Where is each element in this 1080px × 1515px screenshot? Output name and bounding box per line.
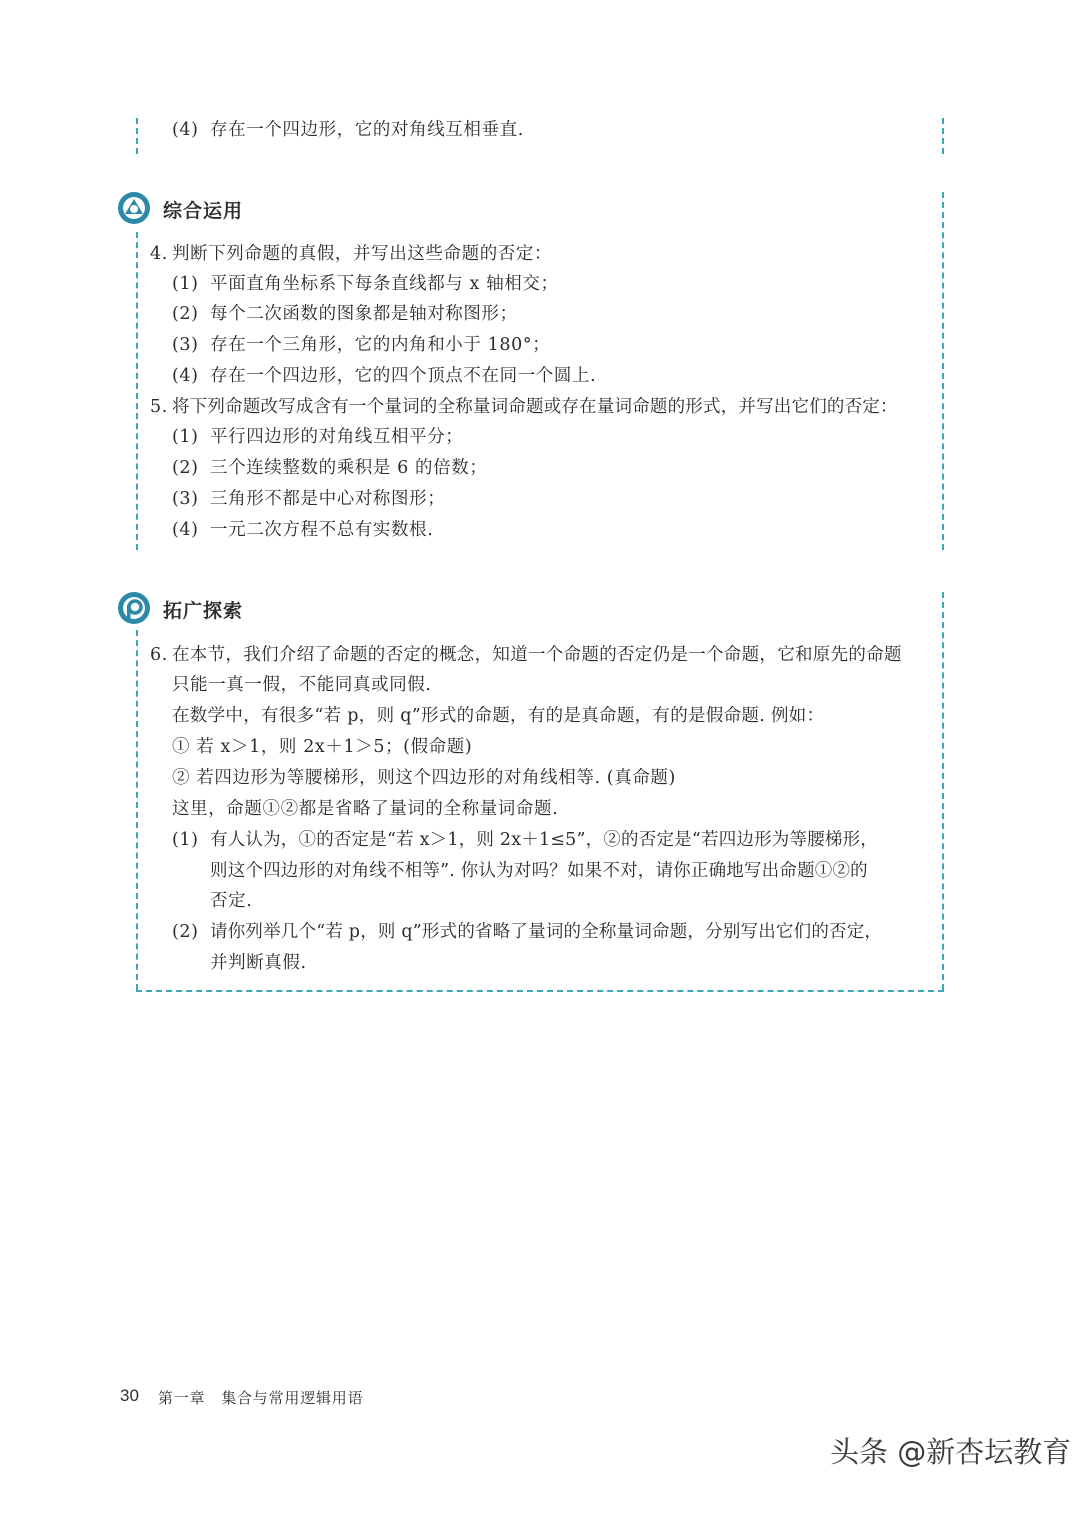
- watermark: 头条 @新杏坛教育: [830, 1435, 1072, 1469]
- section-title-integrated: 综合运用: [163, 200, 244, 222]
- q6-sub2-line-2: 并判断真假.: [210, 953, 307, 973]
- box-border-left-top: [136, 118, 138, 154]
- q6-sub2-number: (2): [172, 922, 199, 942]
- extended-exploration-icon: [117, 591, 151, 625]
- q5-item-number: (4): [172, 520, 199, 540]
- q4-item-text: 存在一个四边形，它的四个顶点不在同一个圆上.: [210, 366, 597, 386]
- q6-sub1-line-1: 有人认为，①的否定是“若 x＞1，则 2x＋1≤5”，②的否定是“若四边形为等腰梯形，: [210, 830, 879, 850]
- q4-item-text: 每个二次函数的图象都是轴对称图形；: [210, 304, 518, 324]
- q6-example-2: ② 若四边形为等腰梯形，则这个四边形的对角线相等. (真命题): [172, 768, 676, 788]
- q6-line-4: 这里，命题①②都是省略了量词的全称量词命题.: [172, 799, 559, 819]
- q4-item-text: 存在一个三角形，它的内角和小于 180°；: [210, 335, 551, 355]
- q5-item-number: (1): [172, 427, 199, 447]
- q5-item-text: 平行四边形的对角线互相平分；: [210, 427, 464, 447]
- q6-sub1-line-3: 否定.: [210, 891, 253, 911]
- q5-item-number: (3): [172, 489, 199, 509]
- box1-border-left: [136, 232, 138, 550]
- q6-line-2: 只能一真一假，不能同真或同假.: [172, 675, 432, 695]
- q5-item-text: 三个连续整数的乘积是 6 的倍数；: [210, 458, 488, 478]
- q6-sub1-number: (1): [172, 830, 199, 850]
- box-border-right-top: [942, 118, 944, 154]
- page-number: 30: [120, 1386, 139, 1405]
- section-title-exploration: 拓广探索: [163, 600, 244, 622]
- q5-stem: 将下列命题改写成含有一个量词的全称量词命题或存在量词命题的形式，并写出它们的否定：: [172, 397, 898, 417]
- q4-item-number: (3): [172, 335, 199, 355]
- q6-line-1: 在本节，我们介绍了命题的否定的概念，知道一个命题的否定仍是一个命题，它和原先的命题: [172, 645, 902, 665]
- q6-number: 6.: [150, 645, 168, 665]
- integrated-application-icon: [117, 191, 151, 225]
- q4-stem: 判断下列命题的真假，并写出这些命题的否定：: [172, 244, 553, 264]
- prev-item-text: 存在一个四边形，它的对角线互相垂直.: [210, 120, 524, 140]
- q5-item-text: 三角形不都是中心对称图形；: [210, 489, 446, 509]
- q6-line-3: 在数学中，有很多“若 p，则 q”形式的命题，有的是真命题，有的是假命题. 例如：: [172, 706, 825, 726]
- q4-number: 4.: [150, 244, 168, 264]
- box1-border-right: [942, 192, 944, 550]
- box2-border-left: [136, 630, 138, 990]
- q6-sub1-line-2: 则这个四边形的对角线不相等”. 你认为对吗？如果不对，请你正确地写出命题①②的: [210, 861, 868, 881]
- box2-border-right: [942, 592, 944, 990]
- q4-item-number: (1): [172, 274, 199, 294]
- q4-item-number: (2): [172, 304, 199, 324]
- q6-sub2-line-1: 请你列举几个“若 p，则 q”形式的省略了量词的全称量词命题，分别写出它们的否定，: [210, 922, 883, 942]
- chapter-title: 第一章 集合与常用逻辑用语: [158, 1389, 364, 1407]
- q4-item-number: (4): [172, 366, 199, 386]
- box2-border-bottom: [136, 990, 944, 992]
- q5-item-text: 一元二次方程不总有实数根.: [210, 520, 434, 540]
- q5-number: 5.: [150, 397, 168, 417]
- q6-example-1: ① 若 x＞1，则 2x＋1＞5；(假命题): [172, 737, 473, 757]
- prev-item-number: (4): [172, 120, 199, 140]
- q4-item-text: 平面直角坐标系下每条直线都与 x 轴相交；: [210, 274, 559, 294]
- q5-item-number: (2): [172, 458, 199, 478]
